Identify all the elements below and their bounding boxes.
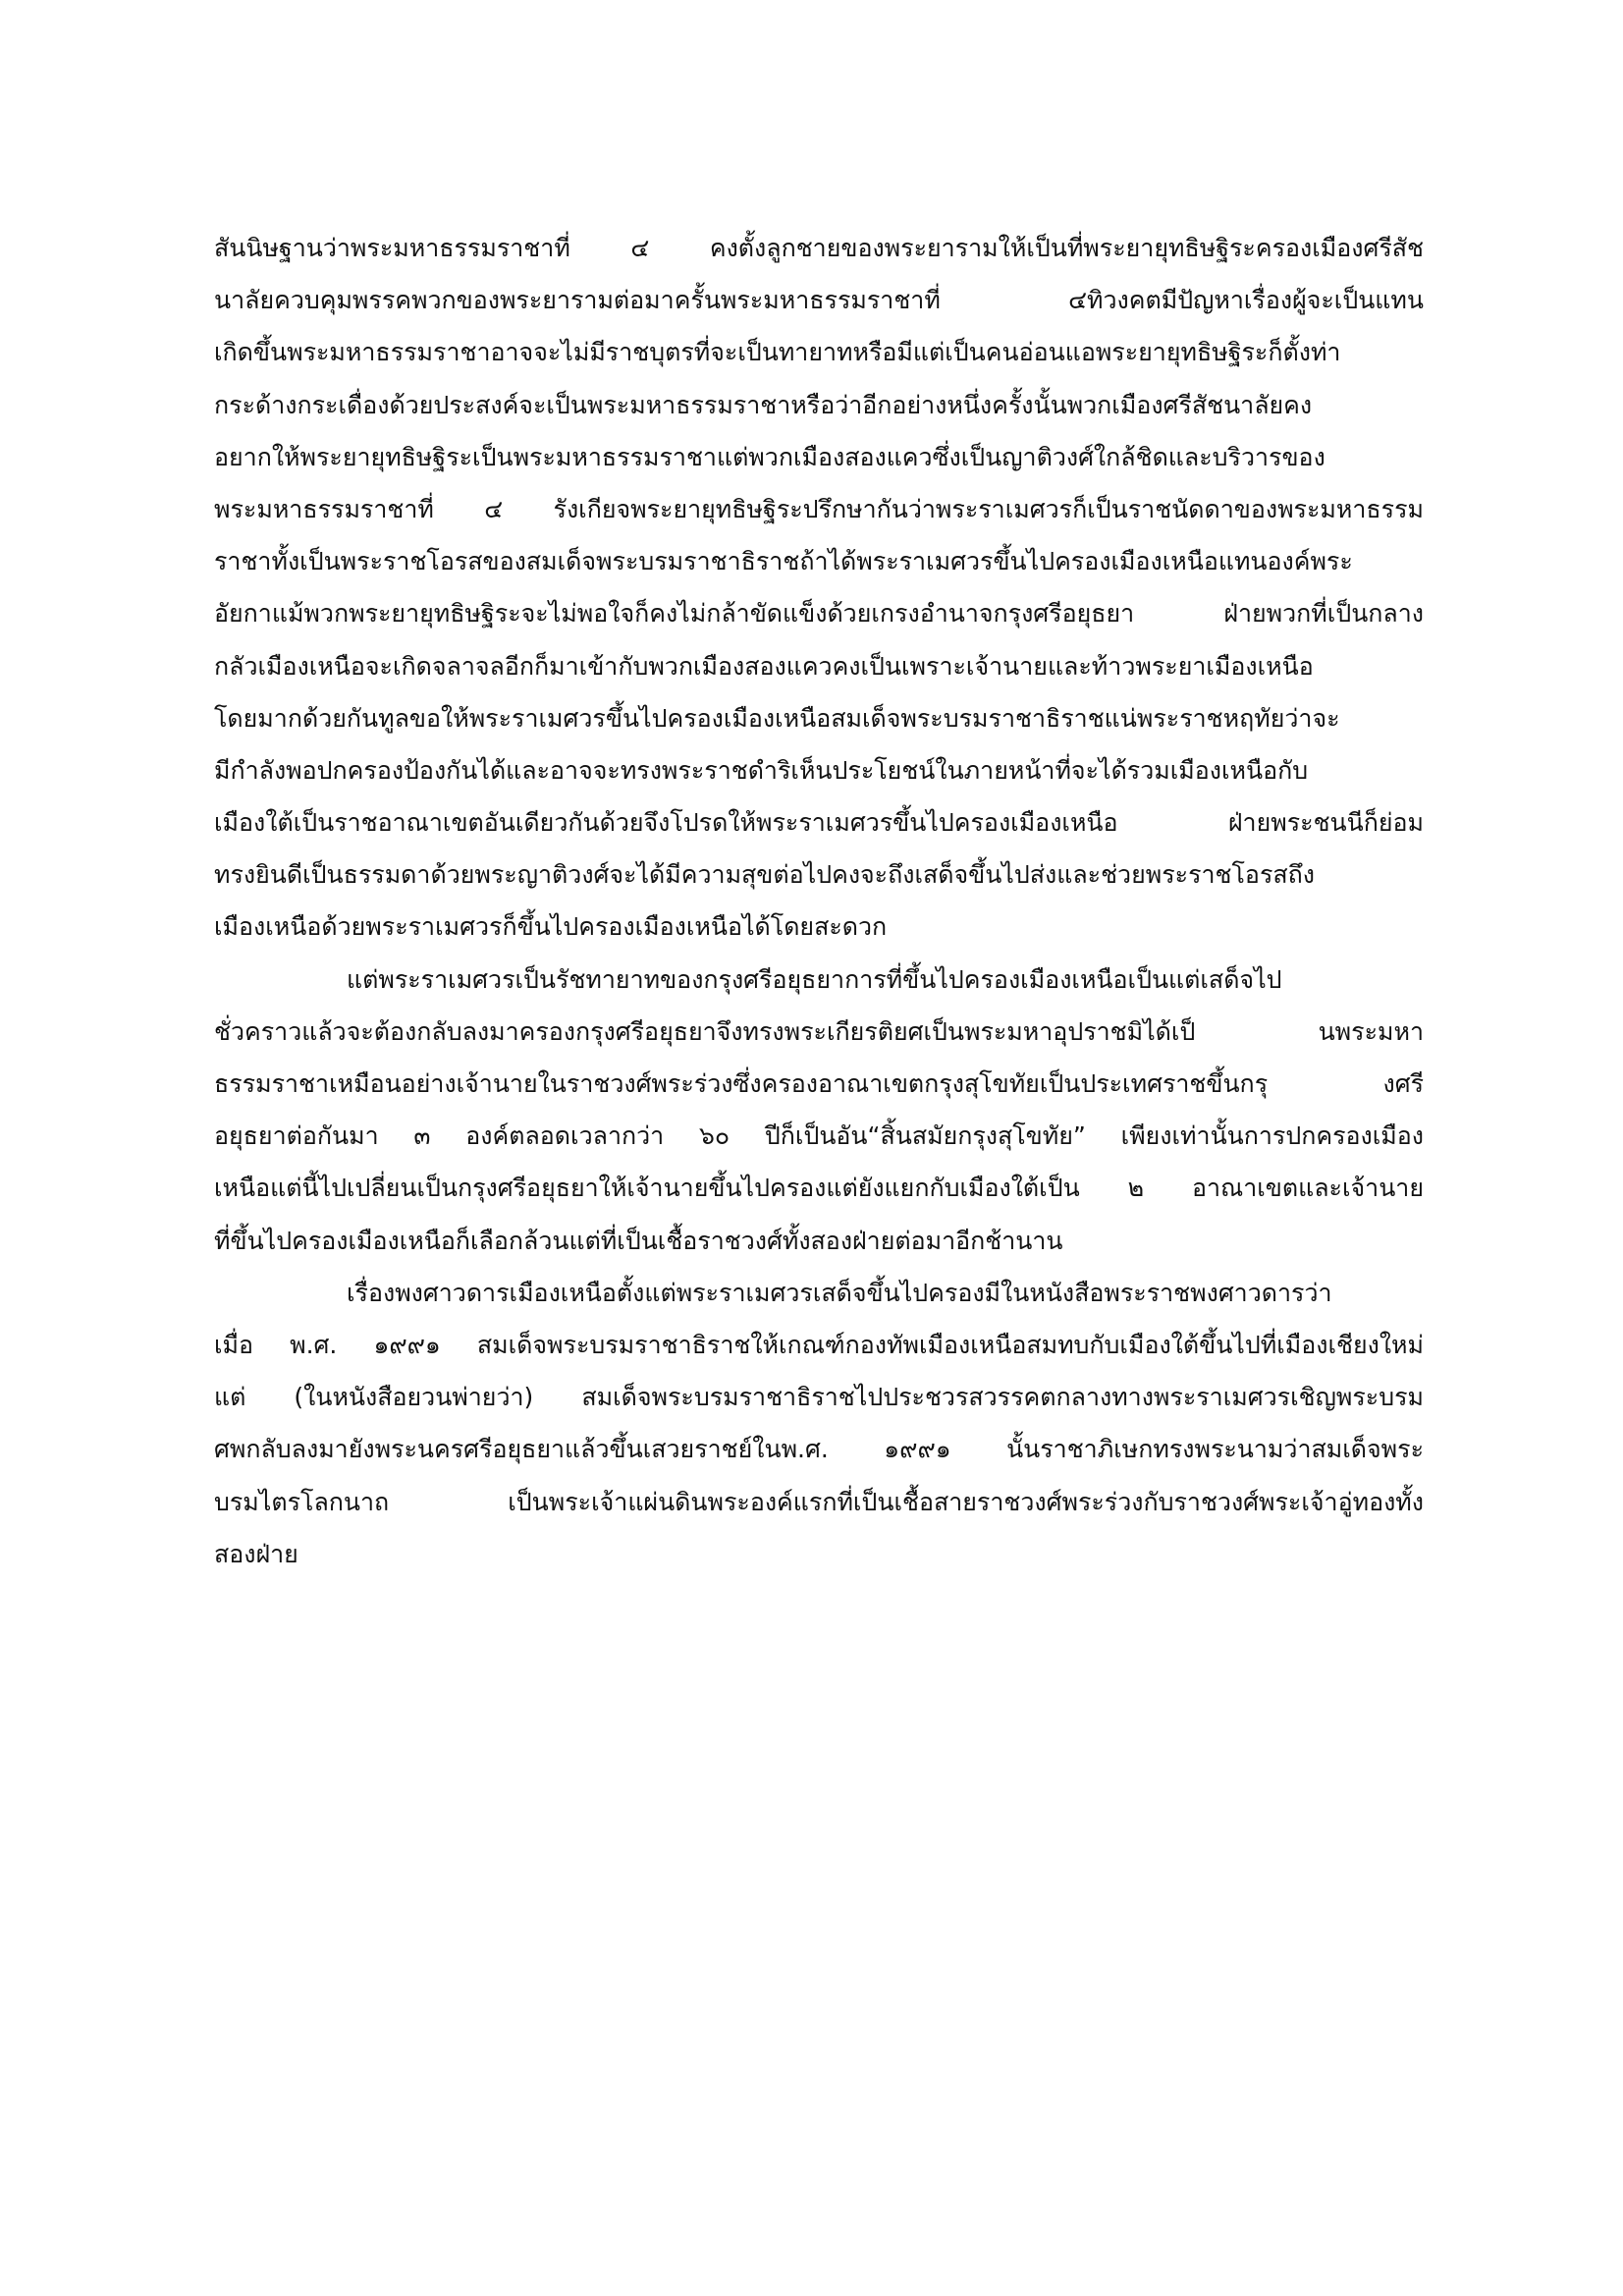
paragraph	[214, 954, 1424, 1267]
text-line: เหนือแต่นี้ไปเปลี่ยนเป็นกรุงศรีอยุธยาให้เจ้านายขึ้นไปครองแต่ยังแยกกับเมืองใต้เป็น ๒ อาณาเขตและเจ้านาย	[214, 1174, 1424, 1203]
text-line: กระด้างกระเดื่องด้วยประสงค์จะเป็นพระมหาธรรมราชาหรือว่าอีกอย่างหนึ่งครั้งนั้นพวกเมืองศรีสัชนาลัยคง	[214, 390, 1313, 419]
text-line: เรื่องพงศาวดารเมืองเหนือตั้งแต่พระราเมศวรเสด็จขึ้นไปครองมีในหนังสือพระราชพงศาวดารว่า	[347, 1278, 1332, 1307]
text-line: ที่ขึ้นไปครองเมืองเหนือก็เลือกล้วนแต่ที่เป็นเชื้อราชวงศ์ทั้งสองฝ่ายต่อมาอีกช้านาน	[214, 1226, 1063, 1255]
text-line: แต่พระราเมศวรเป็นรัชทายาทของกรุงศรีอยุธยาการที่ขึ้นไปครองเมืองเหนือเป็นแต่เสด็จไป	[347, 964, 1282, 994]
text-line: ราชาทั้งเป็นพระราชโอรสของสมเด็จพระบรมราชาธิราชถ้าได้พระราเมศวรขึ้นไปครองเมืองเหนือแทนองค์พระ	[214, 547, 1353, 576]
text-line: สองฝ่าย	[214, 1539, 298, 1568]
text-line: พระมหาธรรมราชาที่ ๔ รังเกียจพระยายุทธิษฐิระปรึกษากันว่าพระราเมศวรก็เป็นราชนัดดาของพระมหาธรรม	[214, 494, 1424, 523]
text-line: ชั่วคราวแล้วจะต้องกลับลงมาครองกรุงศรีอยุธยาจึงทรงพระเกียรติยศเป็นพระมหาอุปราชมิได้เป็ นพระมหา	[214, 1016, 1424, 1046]
text-line: เมื่อ พ.ศ. ๑๙๙๑ สมเด็จพระบรมราชาธิราชให้เกณฑ์กองทัพเมืองเหนือสมทบกับเมืองใต้ขึ้นไปที่เมืองเชียงใหม่	[214, 1330, 1424, 1359]
text-line: ศพกลับลงมายังพระนครศรีอยุธยาแล้วขึ้นเสวยราชย์ในพ.ศ. ๑๙๙๑ นั้นราชาภิเษกทรงพระนามว่าสมเด็จพระ	[214, 1435, 1424, 1464]
text-line: แต่ (ในหนังสือยวนพ่ายว่า) สมเด็จพระบรมราชาธิราชไปประชวรสวรรคตกลางทางพระราเมศวรเชิญพระบรม	[214, 1383, 1424, 1412]
text-line: โดยมากด้วยกันทูลขอให้พระราเมศวรขึ้นไปครองเมืองเหนือสมเด็จพระบรมราชาธิราชแน่พระราชหฤทัยว่าจะ	[214, 703, 1340, 733]
body-text	[214, 222, 1424, 1580]
text-line: เมืองเหนือด้วยพระราเมศวรก็ขึ้นไปครองเมืองเหนือได้โดยสะดวก	[214, 912, 888, 942]
text-line: อัยกาแม้พวกพระยายุทธิษฐิระจะไม่พอใจก็คงไม่กล้าขัดแข็งด้วยเกรงอำนาจกรุงศรีอยุธยา ฝ่ายพวกที่เป็นกลาง	[214, 599, 1424, 629]
text-line: อยากให้พระยายุทธิษฐิระเป็นพระมหาธรรมราชาแต่พวกเมืองสองแควซึ่งเป็นญาติวงศ์ใกล้ชิดและบริวารของ	[214, 442, 1325, 471]
text-line: บรมไตรโลกนาถ เป็นพระเจ้าแผ่นดินพระองค์แรกที่เป็นเชื้อสายราชวงศ์พระร่วงกับราชวงศ์พระเจ้าอู่ทองทั้ง	[214, 1487, 1424, 1516]
text-line: นาลัยควบคุมพรรคพวกของพระยารามต่อมาครั้นพระมหาธรรมราชาที่ ๔ทิวงคตมีปัญหาเรื่องผู้จะเป็นแทน	[214, 286, 1424, 315]
text-line: เมืองใต้เป็นราชอาณาเขตอันเดียวกันด้วยจึงโปรดให้พระราเมศวรขึ้นไปครองเมืองเหนือ ฝ่ายพระชนนีก็ย่อม	[214, 808, 1424, 838]
text-line: อยุธยาต่อกันมา ๓ องค์ตลอดเวลากว่า ๖๐ ปีก็เป็นอัน“สิ้นสมัยกรุงสุโขทัย” เพียงเท่านั้นการปกครองเมือง	[214, 1121, 1424, 1151]
paragraph	[214, 222, 1424, 954]
text-line: สันนิษฐานว่าพระมหาธรรมราชาที่ ๔ คงตั้งลูกชายของพระยารามให้เป็นที่พระยายุทธิษฐิระครองเมืองศรีสัช	[214, 234, 1424, 262]
text-line: กลัวเมืองเหนือจะเกิดจลาจลอีกก็มาเข้ากับพวกเมืองสองแควคงเป็นเพราะเจ้านายและท้าวพระยาเมืองเหนือ	[214, 651, 1314, 681]
text-line: เกิดขึ้นพระมหาธรรมราชาอาจจะไม่มีราชบุตรที่จะเป็นทายาทหรือมีแต่เป็นคนอ่อนแอพระยายุทธิษฐิระก็ตั้งท่า	[214, 338, 1341, 367]
paragraph	[214, 1267, 1424, 1580]
text-line: ทรงยินดีเป็นธรรมดาด้วยพระญาติวงศ์จะได้มีความสุขต่อไปคงจะถึงเสด็จขึ้นไปส่งและช่วยพระราชโอรสถึง	[214, 860, 1315, 890]
text-line: มีกำลังพอปกครองป้องกันได้และอาจจะทรงพระราชดำริเห็นประโยชน์ในภายหน้าที่จะได้รวมเมืองเหนือกับ	[214, 755, 1309, 785]
text-line: ธรรมราชาเหมือนอย่างเจ้านายในราชวงศ์พระร่วงซึ่งครองอาณาเขตกรุงสุโขทัยเป็นประเทศราชขึ้นกรุ งศรี	[214, 1069, 1424, 1098]
